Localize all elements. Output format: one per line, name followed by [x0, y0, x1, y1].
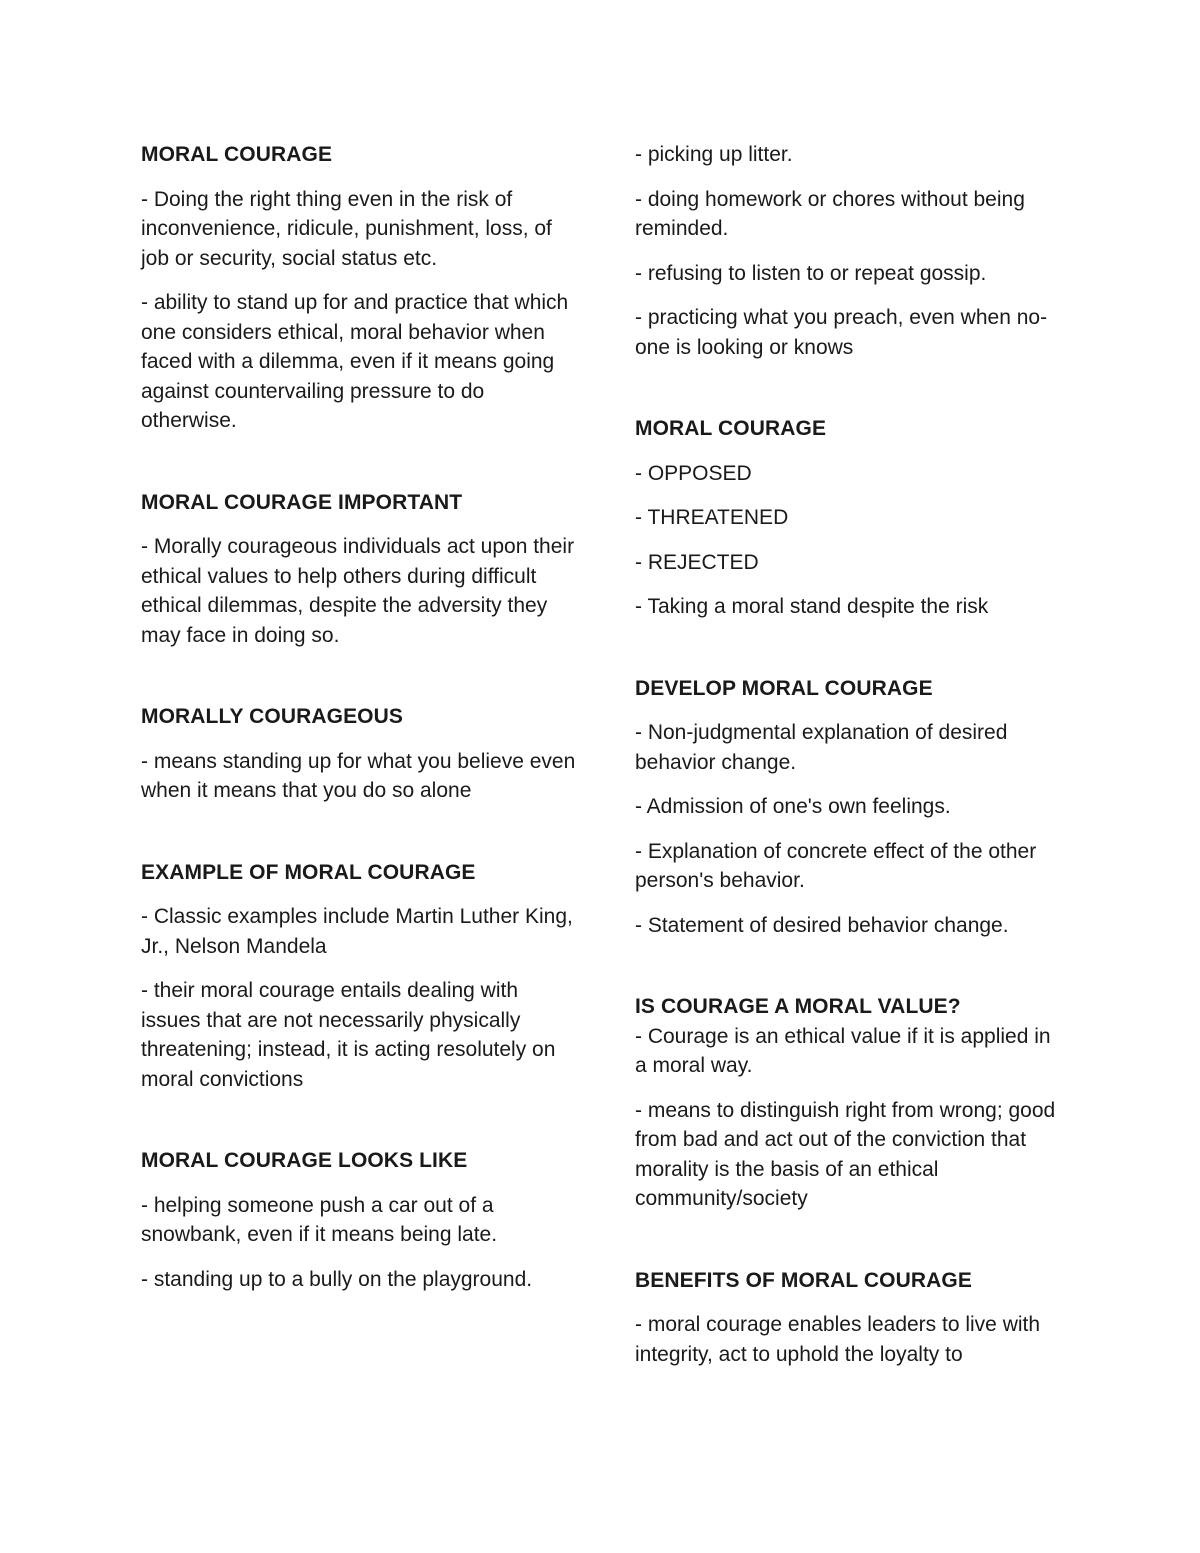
section-paragraph: - Courage is an ethical value if it is applied in a moral way.	[635, 1024, 1051, 1077]
section-paragraph: - Doing the right thing even in the risk of inconvenience, ridicule, punishment, loss, of job or security, social status etc.	[141, 187, 552, 270]
section-heading: MORAL COURAGE	[141, 143, 333, 166]
section-paragraph: - Non-judgmental explanation of desired behavior change.	[635, 721, 1008, 774]
section-example-of-moral-courage	[141, 858, 576, 1095]
section-looks-like-continued	[635, 140, 1065, 362]
section-paragraph: - Morally courageous individuals act upon their ethical values to help others during difficult ethical dilemmas, despite the adversity they may face in doing so.	[141, 535, 575, 647]
section-heading: MORAL COURAGE IMPORTANT	[141, 490, 463, 514]
section-paragraph: - Taking a moral stand despite the risk	[635, 595, 989, 618]
section-paragraph: - Admission of one's own feelings.	[635, 795, 951, 818]
section-paragraph: - Explanation of concrete effect of the other person's behavior.	[635, 839, 1037, 892]
section-paragraph: - means to distinguish right from wrong; good from bad and act out of the conviction that morality is the basis of an ethical community/society	[635, 1098, 1056, 1210]
section-is-courage-a-moral-value	[635, 992, 1065, 1214]
section-paragraph: - means standing up for what you believe even when it means that you do so alone	[141, 749, 576, 802]
section-paragraph: - their moral courage entails dealing with issues that are not necessarily physically threatening; instead, it is acting resolutely on moral convictions	[141, 979, 556, 1091]
section-heading: IS COURAGE A MORAL VALUE?	[635, 995, 961, 1018]
section-benefits-of-moral-courage	[635, 1266, 1065, 1370]
section-paragraph: - THREATENED	[635, 506, 789, 529]
section-paragraph: - picking up litter.	[635, 143, 793, 166]
left-column	[141, 140, 576, 1309]
section-paragraph: - standing up to a bully on the playground.	[141, 1267, 533, 1291]
right-column	[635, 140, 1065, 1384]
section-moral-courage-2	[635, 414, 1065, 622]
section-paragraph: - helping someone push a car out of a snowbank, even if it means being late.	[141, 1193, 498, 1246]
section-paragraph: - moral courage enables leaders to live with integrity, act to uphold the loyalty to	[635, 1313, 1041, 1366]
section-heading: EXAMPLE OF MORAL COURAGE	[141, 860, 476, 884]
section-heading: BENEFITS OF MORAL COURAGE	[635, 1268, 972, 1292]
section-heading: DEVELOP MORAL COURAGE	[635, 676, 933, 700]
section-paragraph: - OPPOSED	[635, 461, 752, 485]
section-morally-courageous	[141, 702, 576, 806]
section-moral-courage	[141, 140, 576, 436]
section-paragraph: - practicing what you preach, even when no-one is looking or knows	[635, 306, 1048, 359]
section-paragraph: - doing homework or chores without being reminded.	[635, 187, 1025, 240]
section-heading: MORALLY COURAGEOUS	[141, 705, 403, 728]
section-paragraph: - REJECTED	[635, 550, 759, 574]
section-paragraph: - Classic examples include Martin Luther King, Jr., Nelson Mandela	[141, 905, 573, 958]
section-develop-moral-courage	[635, 674, 1065, 941]
section-paragraph: - refusing to listen to or repeat gossip.	[635, 261, 987, 285]
section-heading: MORAL COURAGE LOOKS LIKE	[141, 1149, 468, 1172]
section-moral-courage-looks-like	[141, 1146, 576, 1294]
section-heading: MORAL COURAGE	[635, 417, 827, 440]
section-paragraph: - Statement of desired behavior change.	[635, 913, 1009, 937]
section-paragraph: - ability to stand up for and practice that which one considers ethical, moral behavior when faced with a dilemma, even if it means going against countervailing pressure to do otherwise.	[141, 291, 569, 432]
section-moral-courage-important	[141, 488, 576, 651]
